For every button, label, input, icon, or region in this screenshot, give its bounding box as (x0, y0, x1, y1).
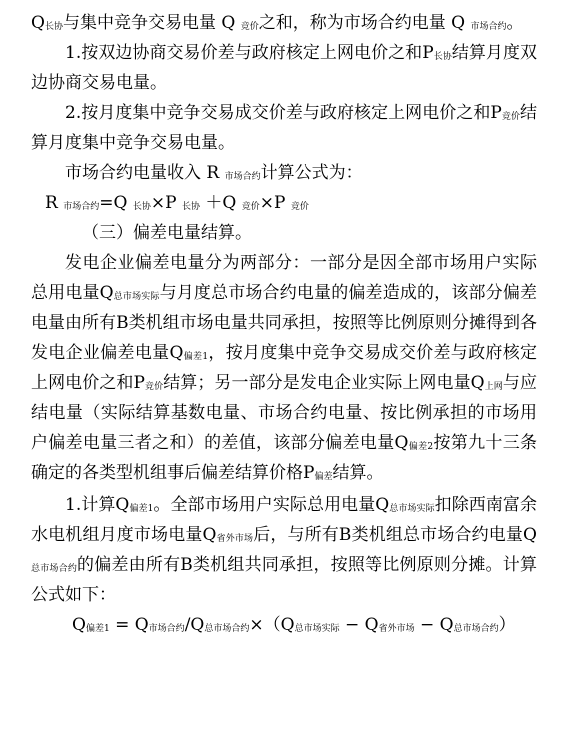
subscript: 长协 (181, 202, 200, 212)
text-run: Q (31, 13, 45, 33)
text-run: 1.按双边协商交易价差与政府核定上网电价之和P (65, 43, 434, 63)
text-run: ，按月度集中竞争交易成交价差与政府核定上网电价之和P (31, 343, 538, 393)
text-run: 。全部市场用户实际总用电量Q (153, 495, 390, 515)
subscript: 偏差2 (408, 442, 434, 452)
subscript: 竞价 (144, 382, 164, 392)
subscript: 长协 (433, 52, 452, 62)
subscript: 偏差1 (129, 504, 154, 514)
subscript: 偏差 (314, 472, 333, 482)
text-run: − Q (414, 615, 454, 635)
subscript: 长协 (132, 202, 151, 212)
text-run: 结算。 (332, 463, 384, 483)
text-run: ） (498, 615, 516, 635)
text-run: R (45, 193, 64, 213)
text-run: 的偏差由所有B类机组共同承担，按照等比例原则分摊。计算公式如下： (31, 555, 537, 605)
subscript: 市场合约 (148, 624, 185, 634)
formula-deviation-1 (31, 610, 537, 640)
text-run: = Q (109, 615, 149, 635)
item-bilateral-settlement (31, 38, 537, 98)
text-run: 后，与所有B类机组总市场合约电量Q (253, 525, 537, 545)
text-run: ×（Q (249, 615, 295, 635)
subscript: 总市场合约 (204, 624, 250, 634)
subscript: 总市场实际 (113, 292, 160, 302)
item-calc-deviation-1 (31, 490, 537, 610)
subscript: 市场合约 (63, 202, 100, 212)
formula-contract-revenue (31, 188, 537, 218)
paragraph-contract-definition (31, 8, 537, 38)
text-run: /Q (184, 615, 205, 635)
subscript: 总市场实际 (294, 624, 340, 634)
paragraph-deviation-description (31, 248, 537, 488)
subscript: 上网 (484, 382, 503, 392)
text-run: 结算月度双边协商交易电量。 (31, 43, 537, 93)
text-run: =Q (99, 193, 133, 213)
subscript: 竞价 (240, 22, 259, 32)
formula-intro (31, 158, 537, 188)
subscript: 竞价 (241, 202, 260, 212)
text-run: 计算公式为： (260, 163, 363, 183)
text-run: （三）偏差电量结算。 (82, 223, 252, 243)
subscript: 竞价 (290, 202, 309, 212)
text-run: 1.计算Q (65, 495, 130, 515)
text-run: Q (72, 615, 86, 635)
text-run: 发电企业偏差电量分为两部分：一部分是因全部市场用户实际总用电量Q (31, 253, 537, 303)
item-competitive-settlement (31, 98, 537, 158)
text-run: 按第九十三条确定的各类型机组事后偏差结算价格P (31, 433, 538, 483)
text-run: 。 (506, 13, 524, 33)
subscript: 总市场合约 (31, 564, 78, 574)
text-run: 扣除西南富余水电机组月度市场电量Q (31, 495, 537, 545)
text-run: 市场合约电量收入 R (65, 163, 225, 183)
subscript: 长协 (44, 22, 63, 32)
subscript: 偏差1 (183, 352, 209, 362)
text-run: 2.按月度集中竞争交易成交价差与政府核定上网电价之和P (65, 103, 502, 123)
subscript: 偏差1 (85, 624, 110, 634)
subscript: 总市场实际 (389, 504, 435, 514)
subscript: 省外市场 (216, 534, 254, 544)
subscript: 市场合约 (224, 172, 261, 182)
subscript: 竞价 (501, 112, 520, 122)
subscript: 市场合约 (470, 22, 507, 32)
subscript: 省外市场 (378, 624, 415, 634)
section-heading-deviation (31, 218, 537, 248)
text-run: − Q (339, 615, 379, 635)
text-run: ×P (150, 193, 182, 213)
text-run: 与月度总市场合约电量的偏差造成的，该部分偏差电量由所有B类机组市场电量共同承担，按照等比例原则分摊得到各发电企业偏差电量Q (31, 283, 537, 363)
text-run: ×P (259, 193, 291, 213)
text-run: 与应结电量（实际结算基数电量、市场合约电量、按比例承担的市场用户偏差电量三者之和）的差值，该部分偏差电量Q (31, 373, 537, 453)
text-run: 与集中竞争交易电量 Q (62, 13, 241, 33)
text-run: 结算；另一部分是发电企业实际上网电量Q (163, 373, 485, 393)
text-run: ＋Q (199, 193, 242, 213)
text-run: 结算月度集中竞争交易电量。 (31, 103, 537, 153)
subscript: 总市场合约 (453, 624, 499, 634)
text-run: 之和，称为市场合约电量 Q (258, 13, 471, 33)
